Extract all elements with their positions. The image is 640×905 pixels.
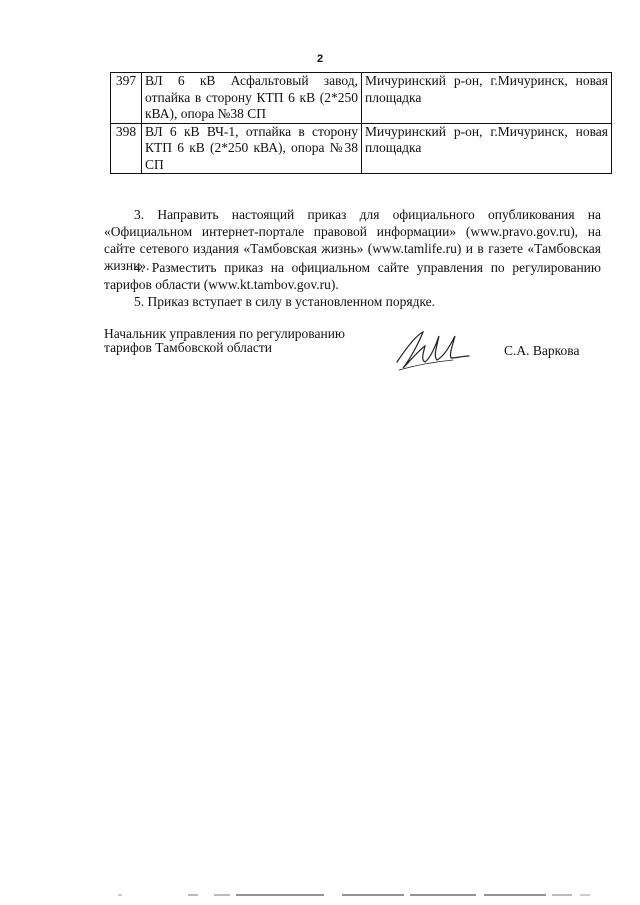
paragraph-5: 5. Приказ вступает в силу в установленном порядке. <box>134 294 436 309</box>
table-row <box>111 123 612 174</box>
paragraph-4: 4. Разместить приказ на официальном сайте управления по регулированию тарифов области (www.kt.tambov.gov.ru). <box>104 260 601 292</box>
signer-name: С.А. Варкова <box>504 343 580 358</box>
handwritten-signature <box>393 328 473 372</box>
row-number: 398 <box>111 123 142 174</box>
signer-position-line: тарифов Тамбовской области <box>104 340 272 355</box>
signer-position <box>104 327 345 355</box>
scan-artifact-lines <box>0 880 640 900</box>
object-name: ВЛ 6 кВ Асфальтовый завод, отпайка в сторону КТП 6 кВ (2*250 кВА), опора №38 СП <box>142 73 362 124</box>
objects-table <box>110 72 612 174</box>
paragraph-3: 3. Направить настоящий приказ для официального опубликования на «Официальном интернет-портале правовой информации» (www.pravo.gov.ru), на сайте сетевого издания «Тамбовская жизнь» (www.tamlife.ru) и в газете «Тамбовская жизнь». <box>104 207 601 273</box>
table-row <box>111 73 612 124</box>
object-location: Мичуринский р-он, г.Мичуринск, новая площадка <box>362 123 612 174</box>
object-location: Мичуринский р-он, г.Мичуринск, новая площадка <box>362 73 612 124</box>
row-number: 397 <box>111 73 142 124</box>
signer-position-line: Начальник управления по регулированию <box>104 326 346 341</box>
object-name: ВЛ 6 кВ ВЧ-1, отпайка в сторону КТП 6 кВ (2*250 кВА), опора №38 СП <box>142 123 362 174</box>
page-number: 2 <box>316 53 324 65</box>
